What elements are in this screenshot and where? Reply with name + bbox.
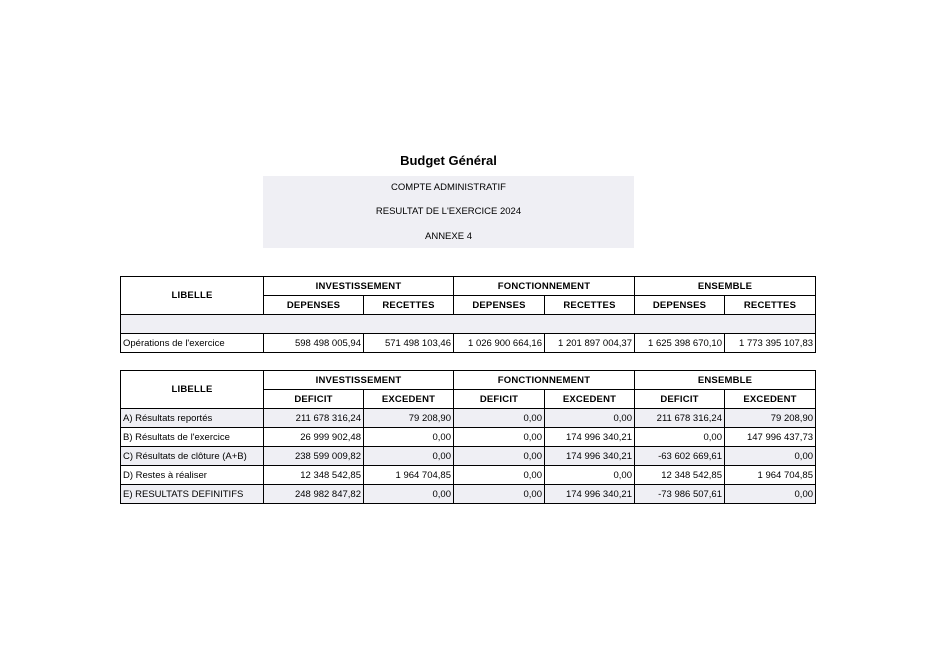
cell-value: 0,00 xyxy=(545,466,635,485)
subheader-excedent: EXCEDENT xyxy=(545,390,635,409)
cell-value: 1 625 398 670,10 xyxy=(635,334,725,353)
cell-value: 174 996 340,21 xyxy=(545,485,635,504)
operations-table xyxy=(120,276,816,353)
cell-value: 0,00 xyxy=(725,447,816,466)
group-header-fonctionnement: FONCTIONNEMENT xyxy=(454,277,635,296)
row-label: D) Restes à réaliser xyxy=(121,466,264,485)
subheader-deficit: DEFICIT xyxy=(635,390,725,409)
cell-value: 248 982 847,82 xyxy=(264,485,364,504)
page-title: Budget Général xyxy=(400,153,497,168)
cell-value: 0,00 xyxy=(454,409,545,428)
libelle-header: LIBELLE xyxy=(121,277,264,315)
cell-value: 12 348 542,85 xyxy=(264,466,364,485)
row-label: A) Résultats reportés xyxy=(121,409,264,428)
cell-value: 211 678 316,24 xyxy=(635,409,725,428)
cell-value: 211 678 316,24 xyxy=(264,409,364,428)
cell-value: 174 996 340,21 xyxy=(545,447,635,466)
cell-value: 238 599 009,82 xyxy=(264,447,364,466)
cell-value: 79 208,90 xyxy=(725,409,816,428)
cell-value: 0,00 xyxy=(364,428,454,447)
subheader-recettes: RECETTES xyxy=(364,296,454,315)
cell-value: 0,00 xyxy=(545,409,635,428)
cell-value: 1 026 900 664,16 xyxy=(454,334,545,353)
group-header-ensemble: ENSEMBLE xyxy=(635,371,816,390)
subheader-deficit: DEFICIT xyxy=(454,390,545,409)
subheader-depenses: DEPENSES xyxy=(454,296,545,315)
cell-value: 0,00 xyxy=(454,466,545,485)
cell-value: 26 999 902,48 xyxy=(264,428,364,447)
cell-value: 0,00 xyxy=(454,428,545,447)
cell-value: 598 498 005,94 xyxy=(264,334,364,353)
cell-value: 571 498 103,46 xyxy=(364,334,454,353)
cell-value: 147 996 437,73 xyxy=(725,428,816,447)
subheader-excedent: EXCEDENT xyxy=(364,390,454,409)
group-header-ensemble: ENSEMBLE xyxy=(635,277,816,296)
cell-value: 0,00 xyxy=(454,485,545,504)
row-label: C) Résultats de clôture (A+B) xyxy=(121,447,264,466)
header-box xyxy=(263,176,634,248)
group-header-investissement: INVESTISSEMENT xyxy=(264,371,454,390)
table-row xyxy=(121,485,816,504)
cell-value: -73 986 507,61 xyxy=(635,485,725,504)
subheader-depenses: DEPENSES xyxy=(264,296,364,315)
cell-value: 0,00 xyxy=(635,428,725,447)
cell-value: 1 773 395 107,83 xyxy=(725,334,816,353)
cell-value: 1 201 897 004,37 xyxy=(545,334,635,353)
spacer-row xyxy=(121,315,816,334)
table-row xyxy=(121,334,816,353)
subheader-depenses: DEPENSES xyxy=(635,296,725,315)
row-label: B) Résultats de l'exercice xyxy=(121,428,264,447)
table-row xyxy=(121,409,816,428)
cell-value: 174 996 340,21 xyxy=(545,428,635,447)
cell-value: 1 964 704,85 xyxy=(364,466,454,485)
row-label: E) RESULTATS DEFINITIFS xyxy=(121,485,264,504)
subheader-recettes: RECETTES xyxy=(725,296,816,315)
table-row xyxy=(121,466,816,485)
table-row xyxy=(121,428,816,447)
libelle-header: LIBELLE xyxy=(121,371,264,409)
header-line-annexe: ANNEXE 4 xyxy=(425,231,472,242)
cell-value: 79 208,90 xyxy=(364,409,454,428)
subheader-deficit: DEFICIT xyxy=(264,390,364,409)
results-table xyxy=(120,370,816,504)
subheader-excedent: EXCEDENT xyxy=(725,390,816,409)
header-line-resultat: RESULTAT DE L'EXERCICE 2024 xyxy=(375,206,522,217)
group-header-investissement: INVESTISSEMENT xyxy=(264,277,454,296)
cell-value: -63 602 669,61 xyxy=(635,447,725,466)
cell-value: 1 964 704,85 xyxy=(725,466,816,485)
group-header-fonctionnement: FONCTIONNEMENT xyxy=(454,371,635,390)
row-label: Opérations de l'exercice xyxy=(121,334,264,353)
table-row xyxy=(121,447,816,466)
cell-value: 0,00 xyxy=(454,447,545,466)
cell-value: 12 348 542,85 xyxy=(635,466,725,485)
header-line-compte: COMPTE ADMINISTRATIF xyxy=(391,182,506,193)
subheader-recettes: RECETTES xyxy=(545,296,635,315)
cell-value: 0,00 xyxy=(364,485,454,504)
cell-value: 0,00 xyxy=(364,447,454,466)
cell-value: 0,00 xyxy=(725,485,816,504)
